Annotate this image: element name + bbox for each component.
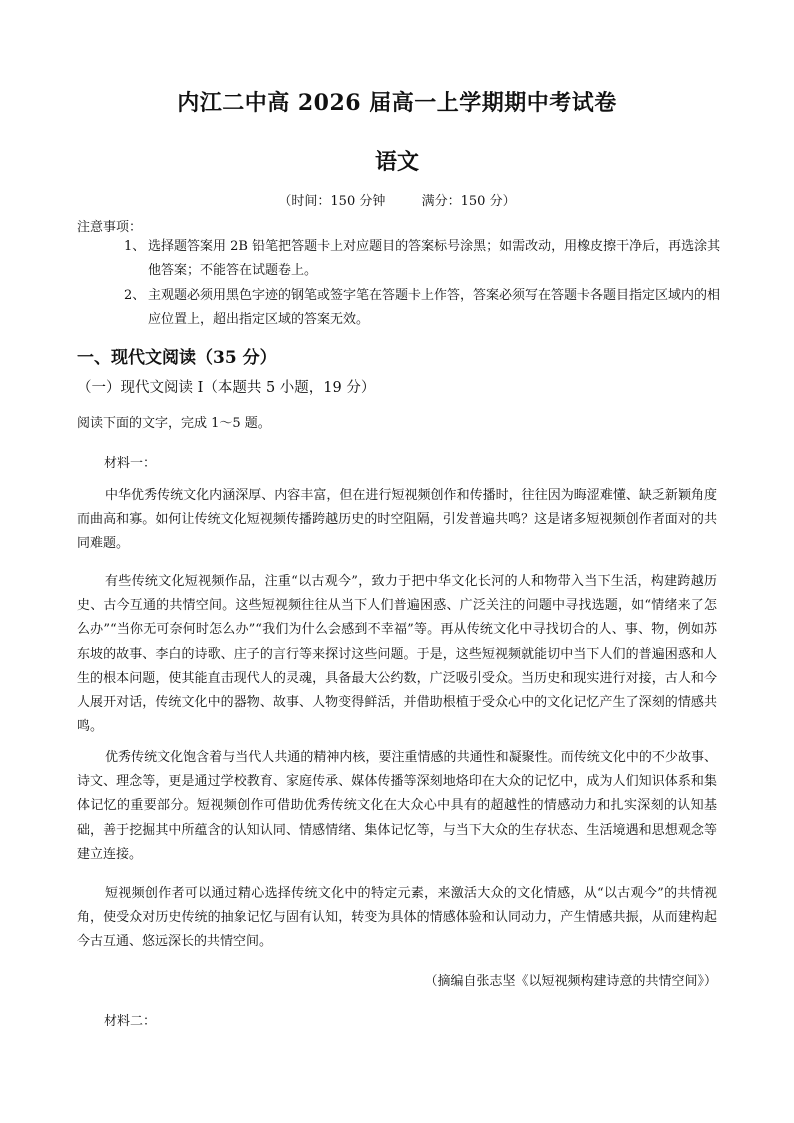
section-heading: 一、现代文阅读（35 分） <box>77 348 277 368</box>
notice-item <box>124 235 724 283</box>
material-paragraph: 优秀传统文化饱含着与当代人共通的精神内核，要注重情感的共通性和凝聚性。而传统文化中的不少故事、诗文、理念等，更是通过学校教育、家庭传承、媒体传播等深刻地烙印在大众的记忆中，成为人们知识体系和集体记忆的重要部分。短视频创作可借助优秀传统文化在大众心中具有的超越性的情感动力和扎实深刻的认知基础，善于挖掘其中所蕴含的认知认同、情感情绪、集体记忆等，与当下大众的生存状态、生活境遇和思想观念等建立连接。 <box>77 750 717 862</box>
material-label: 材料二： <box>104 1014 157 1029</box>
material-paragraph: 中华优秀传统文化内涵深厚、内容丰富，但在进行短视频创作和传播时，往往因为晦涩难懂、缺乏新颖角度而曲高和寡。如何让传统文化短视频传播跨越历史的时空阻隔，引发普遍共鸣？这是诸多短视频创作者面对的共同难题。 <box>77 488 717 552</box>
exam-score: 满分：150 分） <box>421 194 516 209</box>
material-source: （摘编自张志坚《以短视频构建诗意的共情空间》） <box>424 974 717 989</box>
material-label: 材料一： <box>104 456 157 471</box>
subsection-heading: （一）现代文阅读 I（本题共 5 小题，19 分） <box>77 380 376 396</box>
notice-item-text: 选择题答案用 2B 铅笔把答题卡上对应题目的答案标号涂黑；如需改动，用橡皮擦干净后，再选涂其他答案；不能答在试题卷上。 <box>148 239 721 278</box>
notice-item-text: 主观题必须用黑色字迹的钢笔或签字笔在答题卡上作答，答案必须写在答题卡各题目指定区域内的相应位置上，超出指定区域的答案无效。 <box>148 288 721 327</box>
material-paragraph: 有些传统文化短视频作品，注重“以古观今”，致力于把中华文化长河的人和物带入当下生活，构建跨越历史、古今互通的共情空间。这些短视频往往从当下人们普遍困惑、广泛关注的问题中寻找选题，如“情绪来了怎么办”“当你无可奈何时怎么办”“我们为什么会感到不幸福”等。再从传统文化中寻找切合的人、事、物，例如苏东坡的故事、李白的诗歌、庄子的言行等来探讨这些问题。于是，这些短视频就能切中当下人们的普遍困惑和人生的根本问题，使其能直击现代人的灵魂，具备最大公约数，广泛吸引受众。当历史和现实进行对接，古人和今人展开对话，传统文化中的器物、故事、人物变得鲜活，并借助根植于受众心中的文化记忆产生了深刻的情感共鸣。 <box>77 574 717 735</box>
time-score-line <box>0 190 794 209</box>
reading-instruction: 阅读下面的文字，完成 1～5 题。 <box>77 416 271 431</box>
notice-heading: 注意事项： <box>77 220 143 235</box>
exam-title: 内江二中高 2026 届高一上学期期中考试卷 <box>177 90 617 116</box>
notice-item-number: 2、 <box>124 288 146 303</box>
notice-item <box>124 284 724 332</box>
subject-title: 语文 <box>374 149 419 175</box>
exam-time: （时间：150 分钟 <box>278 194 386 209</box>
material-paragraph: 短视频创作者可以通过精心选择传统文化中的特定元素，来激活大众的文化情感，从“以古观今”的共情视角，使受众对历史传统的抽象记忆与固有认知，转变为具体的情感体验和认同动力，产生情感共振，从而建构起今古互通、悠远深长的共情空间。 <box>77 886 717 950</box>
notice-item-number: 1、 <box>124 239 146 254</box>
